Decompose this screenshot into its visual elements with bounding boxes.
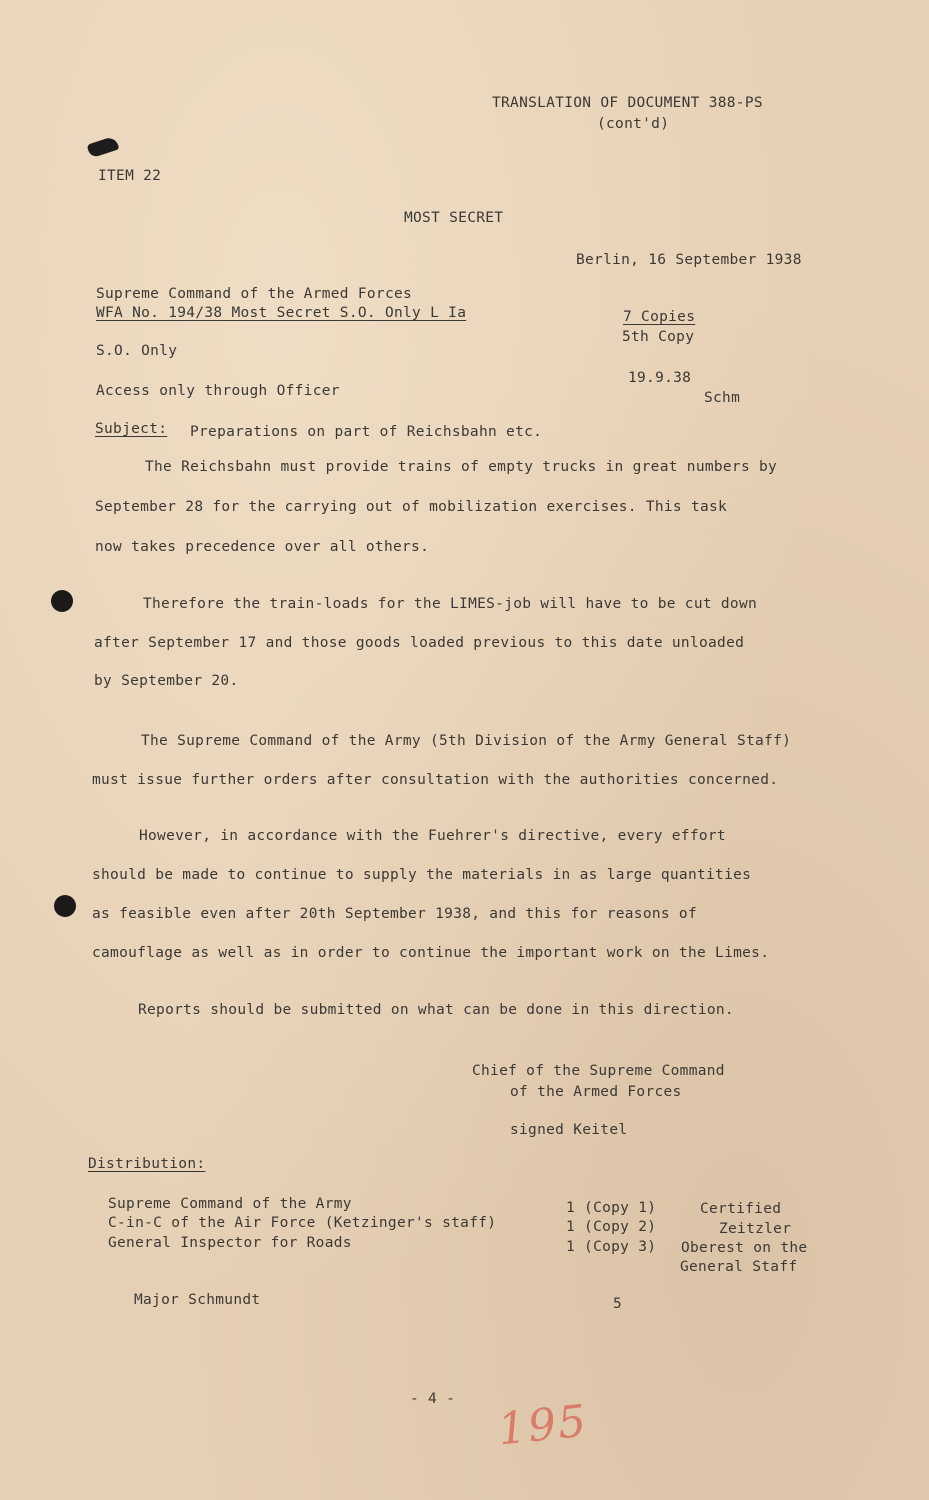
signature-line-1: Chief of the Supreme Command <box>472 1063 725 1079</box>
subject-label: Subject: <box>95 421 168 437</box>
place-date: Berlin, 16 September 1938 <box>576 252 802 268</box>
body-p2-line-3: by September 20. <box>94 673 239 689</box>
body-p3-line-1: The Supreme Command of the Army (5th Division of the Army General Staff) <box>141 733 792 749</box>
receiver-initials: Schm <box>704 390 741 406</box>
distribution-recipient-1: Supreme Command of the Army <box>108 1196 352 1212</box>
punch-hole-bottom <box>54 895 76 917</box>
distribution-last-recipient: Major Schmundt <box>134 1292 261 1308</box>
received-date: 19.9.38 <box>628 370 692 386</box>
signature-line-3: signed Keitel <box>510 1122 628 1138</box>
ink-blot <box>87 136 120 159</box>
document-title: TRANSLATION OF DOCUMENT 388-PS <box>492 95 763 111</box>
body-p1-line-3: now takes precedence over all others. <box>95 539 430 555</box>
signature-line-2: of the Armed Forces <box>510 1084 682 1100</box>
distribution-recipient-3: General Inspector for Roads <box>108 1235 352 1251</box>
body-p1-line-2: September 28 for the carrying out of mobilization exercises. This task <box>95 499 728 515</box>
certification-line-4: General Staff <box>680 1259 798 1275</box>
body-p4-line-3: as feasible even after 20th September 1938, and this for reasons of <box>92 906 697 922</box>
body-p4-line-4: camouflage as well as in order to continue the important work on the Limes. <box>92 945 770 961</box>
document-title-cont: (cont'd) <box>597 116 670 132</box>
punch-hole-top <box>51 590 73 612</box>
body-p5-line-1: Reports should be submitted on what can be done in this direction. <box>138 1002 734 1018</box>
sender-line-4: Access only through Officer <box>96 383 340 399</box>
sender-line-3: S.O. Only <box>96 343 178 359</box>
body-p4-line-2: should be made to continue to supply the materials in as large quantities <box>92 867 752 883</box>
certification-line-3: Oberest on the <box>681 1240 808 1256</box>
item-label: ITEM 22 <box>98 168 162 184</box>
certification-line-1: Certified <box>700 1201 782 1217</box>
body-p1-line-1: The Reichsbahn must provide trains of empty trucks in great numbers by <box>145 459 778 475</box>
distribution-heading: Distribution: <box>88 1156 206 1172</box>
distribution-recipient-2: C-in-C of the Air Force (Ketzinger's staff) <box>108 1215 497 1231</box>
distribution-copy-3: 1 (Copy 3) <box>566 1239 657 1255</box>
copies-count: 7 Copies <box>623 309 696 325</box>
distribution-last-copy: 5 <box>613 1296 623 1312</box>
certification-line-2: Zeitzler <box>719 1221 792 1237</box>
distribution-copy-1: 1 (Copy 1) <box>566 1200 657 1216</box>
body-p2-line-2: after September 17 and those goods loaded previous to this date unloaded <box>94 635 745 651</box>
classification: MOST SECRET <box>404 210 504 226</box>
subject-text: Preparations on part of Reichsbahn etc. <box>190 424 543 440</box>
handwritten-folio-number: 195 <box>495 1395 591 1456</box>
copy-number: 5th Copy <box>622 329 695 345</box>
distribution-copy-2: 1 (Copy 2) <box>566 1219 657 1235</box>
page-number: - 4 - <box>410 1391 456 1407</box>
body-p4-line-1: However, in accordance with the Fuehrer's directive, every effort <box>139 828 726 844</box>
body-p3-line-2: must issue further orders after consultation with the authorities concerned. <box>92 772 779 788</box>
body-p2-line-1: Therefore the train-loads for the LIMES-job will have to be cut down <box>143 596 758 612</box>
sender-line-2: WFA No. 194/38 Most Secret S.O. Only L Ia <box>96 305 467 321</box>
sender-line-1: Supreme Command of the Armed Forces <box>96 286 413 302</box>
